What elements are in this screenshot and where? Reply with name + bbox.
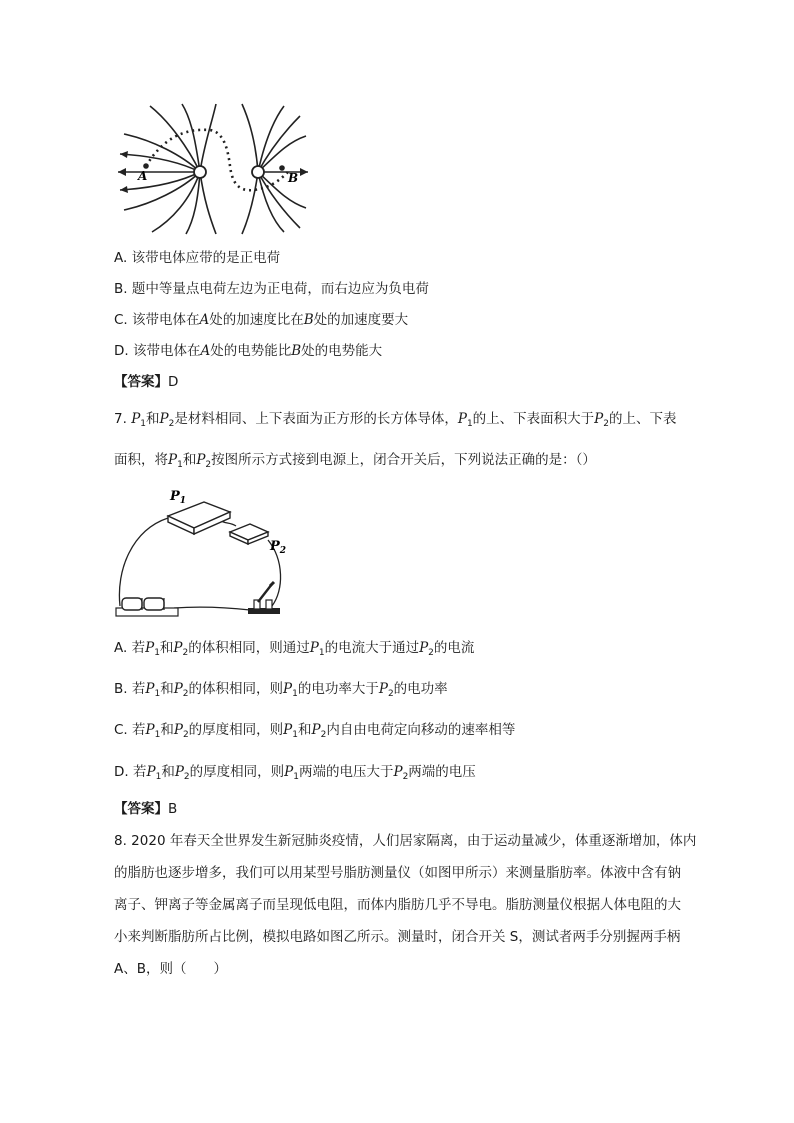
subscript: 2 <box>205 460 212 470</box>
option-text: 处的加速度比在 <box>209 312 304 328</box>
subscript: 1 <box>292 689 298 699</box>
option-text: 和 <box>298 722 312 738</box>
var-p: P <box>594 411 604 427</box>
stem-text: 和 <box>146 411 160 427</box>
subscript: 2 <box>387 689 394 699</box>
option-prefix: C. <box>114 312 133 328</box>
p1-label: $P_1$ <box>170 489 187 506</box>
option-prefix: D. 若 <box>114 764 147 780</box>
q7-option-d <box>114 763 476 786</box>
option-text: 处的电势能大 <box>301 343 383 359</box>
answer-bracket: 】 <box>154 374 168 390</box>
var-b: B <box>291 343 302 359</box>
q7-option-a <box>114 639 474 662</box>
var-p: P <box>173 681 183 697</box>
option-text: 两端的电压 <box>408 764 476 780</box>
var-p: P <box>311 722 321 738</box>
var-p: P <box>283 722 293 738</box>
option-prefix: A. 若 <box>114 640 146 656</box>
electric-field-figure <box>112 100 312 236</box>
var-p: P <box>145 640 155 656</box>
option-prefix: A. <box>114 250 132 266</box>
option-text: 处的电势能比 <box>210 343 292 359</box>
var-p: P <box>168 452 178 468</box>
var-p: P <box>309 640 319 656</box>
var-p: P <box>145 722 155 738</box>
answer-label: 答案 <box>127 801 155 817</box>
option-text: 的电功率大于 <box>297 681 379 697</box>
var-p: P <box>419 640 429 656</box>
option-prefix: C. 若 <box>114 722 146 738</box>
subscript: 1 <box>292 730 298 740</box>
option-text: 和 <box>160 722 174 738</box>
option-text: 和 <box>159 640 174 656</box>
option-text: 和 <box>160 681 174 697</box>
answer-bracket: 【 <box>114 801 128 817</box>
q6-option-c <box>114 311 408 329</box>
answer-value: B <box>168 801 178 817</box>
circuit-figure <box>112 480 294 620</box>
var-p: P <box>378 681 388 697</box>
q8-line-4: 小来判断脂肪所占比例，模拟电路如图乙所示。测量时，闭合开关 S，测试者两手分别握两手柄 <box>114 929 681 945</box>
option-text: 的体积相同，则通过 <box>188 640 310 656</box>
stem-text: 的上、下表面积大于 <box>472 411 595 427</box>
subscript: 2 <box>168 419 175 429</box>
option-prefix: B. <box>114 281 132 297</box>
var-p: P <box>457 411 467 427</box>
var-p: P <box>145 681 155 697</box>
point-a-label: A <box>138 169 148 183</box>
option-text: 的电功率 <box>393 681 448 697</box>
q6-answer <box>114 373 178 391</box>
answer-value: D <box>168 374 179 390</box>
var-p: P <box>196 452 206 468</box>
option-text: 内自由电荷定向移动的速率相等 <box>326 722 516 738</box>
p2-label: $P_2$ <box>270 539 287 556</box>
subscript: 1 <box>154 730 161 740</box>
option-text: 该带电体在 <box>132 343 201 359</box>
var-p: P <box>173 640 183 656</box>
subscript: 1 <box>466 419 473 429</box>
subscript: 2 <box>182 730 189 740</box>
option-text: 两端的电压大于 <box>298 764 394 780</box>
subscript: 2 <box>428 648 434 658</box>
q6-option-d <box>114 342 382 360</box>
answer-bracket: 】 <box>154 801 168 817</box>
var-p: P <box>146 764 156 780</box>
subscript: 2 <box>182 648 189 658</box>
q8-line-1: 8. 2020 年春天全世界发生新冠肺炎疫情，人们居家隔离，由于运动量减少，体重逐渐增加，体内 <box>114 833 697 849</box>
option-text: 的厚度相同，则 <box>189 764 285 780</box>
subscript: 2 <box>402 772 409 782</box>
q7-stem-line2 <box>114 451 596 474</box>
q7-option-b <box>114 680 448 703</box>
option-text: 题中等量点电荷左边为正电荷，而右边应为负电荷 <box>131 281 429 297</box>
point-b-label: B <box>288 171 299 185</box>
var-b: B <box>303 312 314 328</box>
subscript: 1 <box>155 772 162 782</box>
q8-line-3: 离子、钾离子等金属离子而呈现低电阻，而体内脂肪几乎不导电。脂肪测量仪根据人体电阻的大 <box>114 897 681 913</box>
stem-text: 面积，将 <box>114 452 168 468</box>
subscript: 2 <box>320 730 327 740</box>
stem-text: 的上、下表 <box>609 411 677 427</box>
option-text: 该带电体应带的是正电荷 <box>131 250 281 266</box>
var-p: P <box>284 764 294 780</box>
subscript: 1 <box>140 419 147 429</box>
var-p: P <box>173 722 183 738</box>
q7-option-c <box>114 721 515 744</box>
var-p: P <box>283 681 293 697</box>
option-text: 的电流 <box>433 640 475 656</box>
option-text: 的电流大于通过 <box>324 640 420 656</box>
option-text: 的厚度相同，则 <box>188 722 284 738</box>
q7-stem-line1 <box>114 410 677 433</box>
q6-option-a <box>114 249 280 267</box>
var-p: P <box>393 764 403 780</box>
subscript: 2 <box>603 419 609 429</box>
stem-text: 和 <box>182 452 197 468</box>
subscript: 2 <box>183 772 190 782</box>
stem-text: 按图所示方式接到电源上，闭合开关后，下列说法正确的是：（） <box>211 452 596 468</box>
var-p: P <box>131 411 141 427</box>
q7-answer <box>114 800 177 818</box>
subscript: 1 <box>177 460 183 470</box>
q8-line-5: A、B，则（ ） <box>114 961 227 977</box>
var-a: A <box>199 312 210 328</box>
var-p: P <box>159 411 169 427</box>
option-prefix: D. <box>114 343 133 359</box>
subscript: 1 <box>154 648 160 658</box>
option-text: 和 <box>161 764 175 780</box>
subscript: 1 <box>154 689 161 699</box>
q6-option-b <box>114 280 429 298</box>
answer-label: 答案 <box>127 374 155 390</box>
question-number: 7. <box>114 411 127 427</box>
option-prefix: B. 若 <box>114 681 146 697</box>
option-text: 的体积相同，则 <box>188 681 284 697</box>
q8-line-2: 的脂肪也逐步增多，我们可以用某型号脂肪测量仪（如图甲所示）来测量脂肪率。体液中含有钠 <box>114 865 681 881</box>
option-text: 处的加速度要大 <box>313 312 409 328</box>
subscript: 1 <box>293 772 299 782</box>
var-a: A <box>200 343 211 359</box>
subscript: 1 <box>318 648 325 658</box>
option-text: 该带电体在 <box>132 312 200 328</box>
answer-bracket: 【 <box>114 374 128 390</box>
stem-text: 是材料相同、上下表面为正方形的长方体导体， <box>174 411 458 427</box>
subscript: 2 <box>182 689 189 699</box>
var-p: P <box>174 764 184 780</box>
